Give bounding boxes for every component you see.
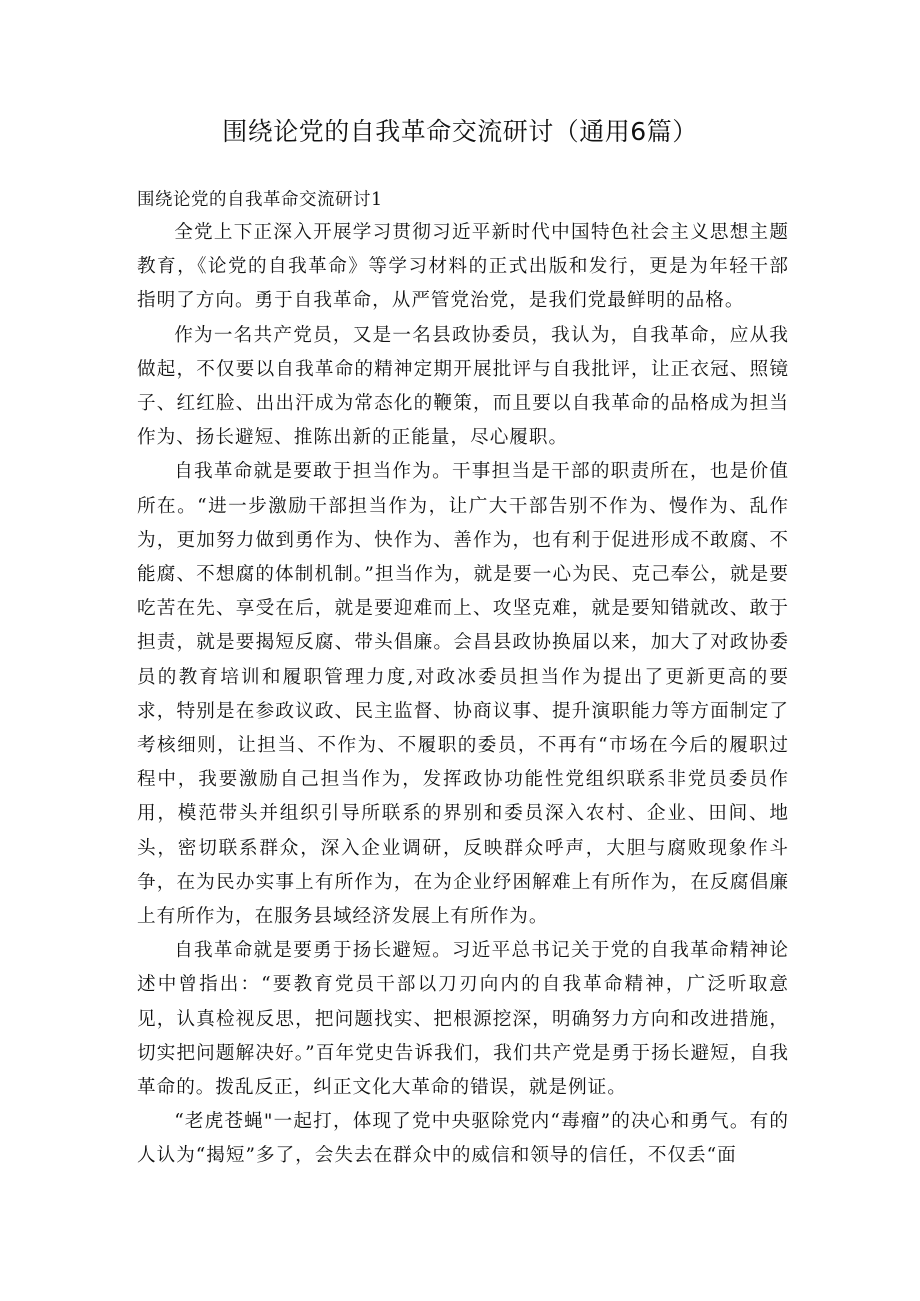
- document-title: 围绕论党的自我革命交流研讨（通用6篇）: [222, 117, 698, 146]
- document-body: [137, 216, 789, 1174]
- paragraph-2: 作为一名共产党员，又是一名县政协委员，我认为，自我革命，应从我做起，不仅要以自我革命的精神定期开展批评与自我批评，让正衣冠、照镜子、红红脸、出出汗成为常态化的鞭策，而且要以自我革命的品格成为担当作为、扬长避短、推陈出新的正能量，尽心履职。: [137, 324, 789, 449]
- paragraph-5: “老虎苍蝇"一起打，体现了党中央驱除党内“毒瘤”的决心和勇气。有的人认为“揭短”多了，会失去在群众中的威信和领导的信任，不仅丢“面: [137, 1111, 789, 1167]
- paragraph-3: 自我革命就是要敢于担当作为。干事担当是干部的职责所在，也是价值所在。“进一步激励干部担当作为，让广大干部告别不作为、慢作为、乱作为，更加努力做到勇作为、快作为、善作为，也有利于促进形成不敢腐、不能腐、不想腐的体制机制。”担当作为，就是要一心为民、克己奉公，就是要吃苦在先、享受在后，就是要迎难而上、攻坚克难，就是要知错就改、敢于担责，就是要揭短反腐、带头倡廉。会昌县政协换届以来，加大了对政协委员的教育培训和履职管理力度,对政冰委员担当作为提出了更新更高的要求，特别是在参政议政、民主监督、协商议事、提升演职能力等方面制定了考核细则，让担当、不作为、不履职的委员，不再有“市场在今后的履职过程中，我要激励自己担当作为，发挥政协功能性党组织联系非党员委员作用，模范带头并组织引导所联系的界别和委员深入农村、企业、田间、地头，密切联系群众，深入企业调研，反映群众呼声，大胆与腐败现象作斗争，在为民办实事上有所作为，在为企业纾困解难上有所作为，在反腐倡廉上有所作为，在服务县域经济发展上有所作为。: [137, 461, 789, 928]
- section-heading: 围绕论党的自我革命交流研讨1: [137, 190, 383, 210]
- paragraph-1: 全党上下正深入开展学习贯彻习近平新时代中国特色社会主义思想主题教育，《论党的自我革命》等学习材料的正式出版和发行，更是为年轻干部指明了方向。勇于自我革命，从严管党治党，是我们党最鲜明的品格。: [137, 222, 789, 312]
- paragraph-4: 自我革命就是要勇于扬长避短。习近平总书记关于党的自我革命精神论述中曾指出：“要教育党员干部以刀刃向内的自我革命精神，广泛听取意见，认真检视反思，把问题找实、把根源挖深，明确努力方向和改进措施，切实把问题解决好。”百年党史告诉我们，我们共产党是勇于扬长避短，自我革命的。拨乱反正，纠正文化大革命的错误，就是例证。: [137, 940, 789, 1099]
